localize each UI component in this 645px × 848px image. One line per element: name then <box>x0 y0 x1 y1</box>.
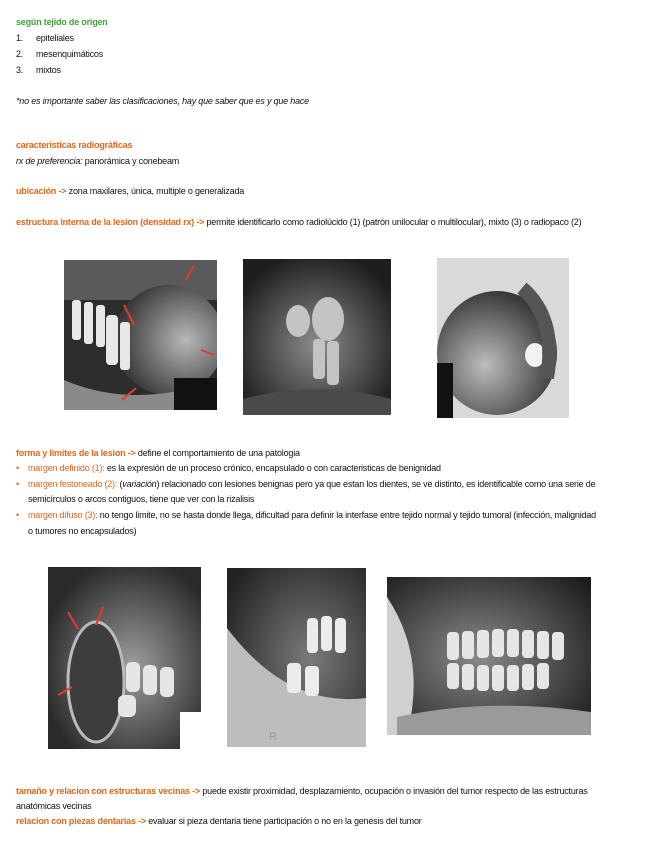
xray-image-4 <box>48 567 201 749</box>
ubicacion-line: ubicación -> zona maxilares, única, multiple o generalizada <box>16 186 245 196</box>
relacion-line: relacion con piezas dentarias -> evaluar si pieza dentaria tiene participación o no en la genesis del tumor <box>16 816 422 826</box>
xray-marker: R <box>269 731 277 743</box>
estructura-line: estructura interna de la lesion (densidad rx) -> permite identificarlo como radiolúcido (1) (patrón unilocular o multilocular), mixto (3) o radiopaco (2) <box>16 217 582 227</box>
origin-item-2: 2. mesenquimáticos <box>16 49 104 59</box>
xray-image-5 <box>227 568 366 747</box>
xray-image-1 <box>64 260 217 410</box>
forma-bullet-3-cont: o tumores no encapsulados) <box>28 526 137 536</box>
forma-bullet-2-cont: semicírculos o arcos contiguos, tiene que ver con la rizalisis <box>28 494 255 504</box>
origin-note: *no es importante saber las clasificaciones, hay que saber que es y que hace <box>16 96 309 106</box>
origin-heading: según tejido de origen <box>16 17 108 27</box>
origin-item-1: 1. epiteliales <box>16 33 74 43</box>
xray-image-3 <box>437 258 569 418</box>
forma-bullet-3: • margen difuso (3): no tengo limite, no se hasta donde llega, dificultad para definir la interfase entre tejido normal y tejido tumoral (infección, malignidad <box>16 510 596 520</box>
forma-bullet-2: • margen festoneado (2): (variación) relacionado con lesiones benignas pero ya que estan los dientes, se ve distinto, es identificable como una serie de <box>16 479 596 489</box>
xray-image-2 <box>243 259 391 415</box>
tamano-cont: anatómicas vecinas <box>16 801 92 811</box>
tamano-line: tamaño y relacion con estructuras vecinas -> puede existir proximidad, desplazamiento, ocupación o invasión del tumor respecto de las estructuras <box>16 786 588 796</box>
forma-line: forma y limites de la lesion -> define el comportamiento de una patologia <box>16 448 300 458</box>
origin-item-3: 3. mixtos <box>16 65 61 75</box>
radiographic-heading: caracteristicas radiográficas <box>16 140 133 150</box>
xray-image-6 <box>387 577 591 735</box>
radiographic-preference: rx de preferencia: panorámica y conebeam <box>16 156 180 166</box>
forma-bullet-1: • margen definido (1): es la expresión de un proceso crónico, encapsulado o con caracteristicas de benignidad <box>16 463 441 473</box>
